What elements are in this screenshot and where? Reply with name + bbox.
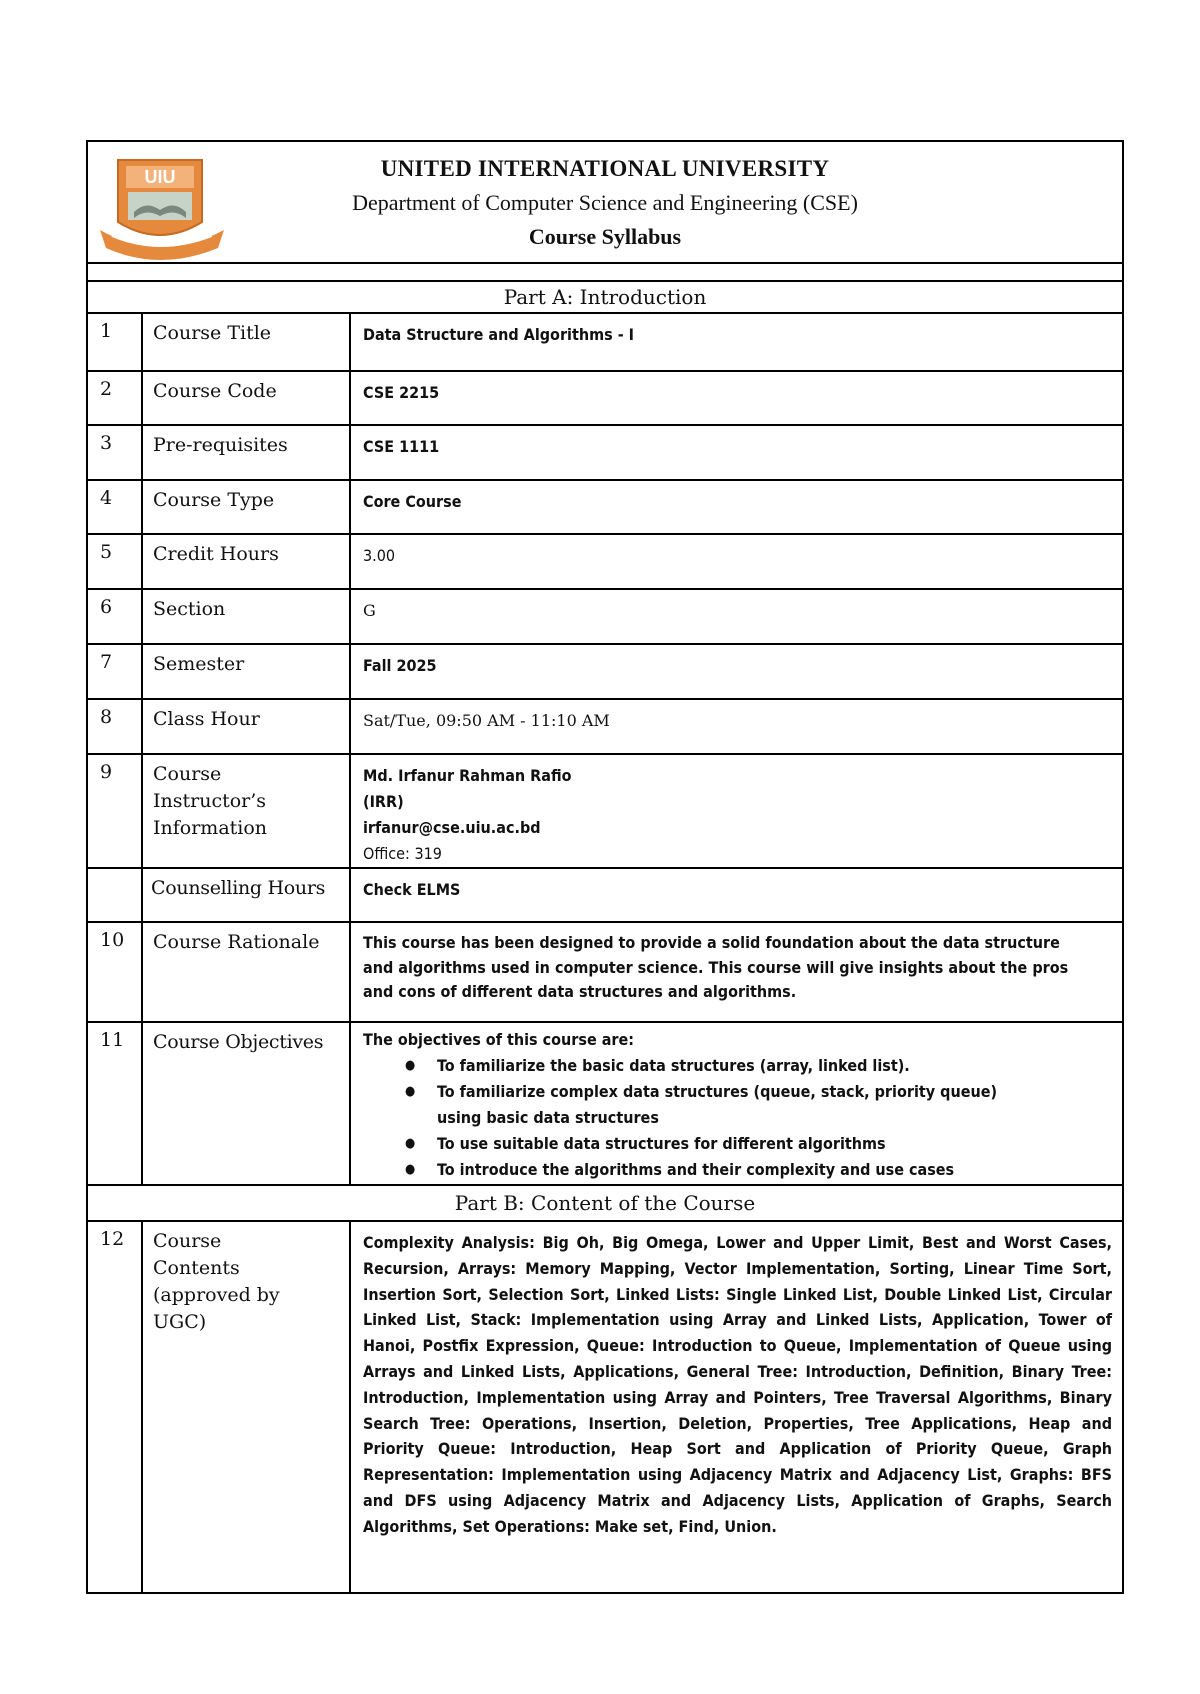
rationale-label: Course Rationale bbox=[142, 922, 350, 1022]
objectives-list bbox=[363, 1053, 1122, 1183]
instructor-label: Course Instructor’s Information bbox=[142, 754, 350, 868]
contents-value: Complexity Analysis: Big Oh, Big Omega, Lower and Upper Limit, Best and Worst Cases, Recursion, Arrays: Memory Mapping, Vector Implementation, Sorting, Linear Time Sort, Insertion Sort, Selection Sort, Linked Lists: Single Linked List, Double Linked List, Circular Linked List, Stack: Implementation using Array and Linked Lists, Application, Tower of Hanoi, Postfix Expression, Queue: Introduction to Queue, Implementation of Queue using Arrays and Linked Lists, Applications, General Tree: Introduction, Definition, Binary Tree: Introduction, Implementation using Array and Pointers, Tree Traversal Algorithms, Binary Search Tree: Operations, Insertion, Deletion, Properties, Tree Applications, Heap and Priority Queue: Introduction, Heap Sort and Application of Priority Queue, Graph Representation: Implementation using Adjacency Matrix and Adjacency List, Graphs: BFS and DFS using Adjacency Matrix and Adjacency Lists, Application of Graphs, Search Algorithms, Set Operations: Make set, Find, Union. bbox=[350, 1221, 1123, 1593]
row-number: 9 bbox=[87, 754, 142, 868]
table-row bbox=[87, 425, 1123, 480]
row-number: 12 bbox=[87, 1221, 142, 1593]
class-hour-value: Sat/Tue, 09:50 AM - 11:10 AM bbox=[350, 699, 1123, 754]
row-label: Semester bbox=[142, 644, 350, 699]
row-number: 8 bbox=[87, 699, 142, 754]
table-row bbox=[87, 371, 1123, 425]
instructor-row bbox=[87, 754, 1123, 868]
row-label: Course Type bbox=[142, 480, 350, 534]
instructor-email: irfanur@cse.uiu.ac.bd bbox=[363, 818, 541, 837]
contents-row bbox=[87, 1221, 1123, 1593]
logo-text: UIU bbox=[144, 167, 176, 187]
row-number: 5 bbox=[87, 534, 142, 589]
instructor-office: Office: 319 bbox=[363, 844, 442, 863]
objectives-intro: The objectives of this course are: bbox=[363, 1030, 635, 1049]
row-number: 4 bbox=[87, 480, 142, 534]
table-row bbox=[87, 534, 1123, 589]
university-name: UNITED INTERNATIONAL UNIVERSITY bbox=[380, 156, 830, 181]
credit-hours-value: 3.00 bbox=[350, 534, 1123, 589]
row-label: Section bbox=[142, 589, 350, 644]
table-row bbox=[87, 589, 1123, 644]
row-number: 1 bbox=[87, 313, 142, 371]
table-row bbox=[87, 699, 1123, 754]
table-row bbox=[87, 313, 1123, 371]
university-logo bbox=[98, 152, 226, 260]
row-label: Class Hour bbox=[142, 699, 350, 754]
instructor-info bbox=[350, 754, 1123, 868]
part-a-heading: Part A: Introduction bbox=[87, 281, 1123, 313]
row-label: Course Code bbox=[142, 371, 350, 425]
row-number: 10 bbox=[87, 922, 142, 1022]
syllabus-header bbox=[87, 141, 1123, 263]
section-value: G bbox=[350, 589, 1123, 644]
row-label: Pre-requisites bbox=[142, 425, 350, 480]
department-name: Department of Computer Science and Engineering (CSE) bbox=[352, 190, 858, 215]
contents-label: Course Contents (approved by UGC) bbox=[142, 1221, 350, 1593]
course-code-value: CSE 2215 bbox=[350, 371, 1123, 425]
counselling-row bbox=[87, 868, 1123, 922]
spacer-row bbox=[87, 263, 1123, 281]
list-item: ● To familiarize the basic data structures (array, linked list). bbox=[405, 1053, 1122, 1079]
instructor-initials: (IRR) bbox=[363, 792, 404, 811]
objectives-value bbox=[350, 1022, 1123, 1185]
list-item: ● To familiarize complex data structures (queue, stack, priority queue) using basic data structures bbox=[405, 1079, 1122, 1131]
row-number: 11 bbox=[87, 1022, 142, 1185]
counselling-label: Counselling Hours bbox=[142, 868, 350, 922]
row-number: 6 bbox=[87, 589, 142, 644]
row-label: Credit Hours bbox=[142, 534, 350, 589]
syllabus-table bbox=[86, 140, 1124, 1594]
table-row bbox=[87, 480, 1123, 534]
semester-value: Fall 2025 bbox=[350, 644, 1123, 699]
prerequisites-value: CSE 1111 bbox=[350, 425, 1123, 480]
document-title: Course Syllabus bbox=[528, 224, 682, 249]
list-item: ● To use suitable data structures for different algorithms bbox=[405, 1131, 1122, 1157]
counselling-value: Check ELMS bbox=[350, 868, 1123, 922]
row-number: 7 bbox=[87, 644, 142, 699]
course-type-value: Core Course bbox=[350, 480, 1123, 534]
table-row bbox=[87, 644, 1123, 699]
objectives-row bbox=[87, 1022, 1123, 1185]
objectives-label: Course Objectives bbox=[142, 1022, 350, 1185]
part-b-heading: Part B: Content of the Course bbox=[87, 1185, 1123, 1221]
row-label: Course Title bbox=[142, 313, 350, 371]
row-number: 2 bbox=[87, 371, 142, 425]
rationale-row bbox=[87, 922, 1123, 1022]
course-title-value: Data Structure and Algorithms - I bbox=[350, 313, 1123, 371]
syllabus-document bbox=[86, 140, 1122, 1594]
rationale-value: This course has been designed to provide a solid foundation about the data structure and algorithms used in computer science. This course will give insights about the pros and cons of different data structures and algorithms. bbox=[350, 922, 1123, 1022]
row-number: 3 bbox=[87, 425, 142, 480]
list-item: ● To introduce the algorithms and their complexity and use cases bbox=[405, 1157, 1122, 1183]
instructor-name: Md. Irfanur Rahman Rafio bbox=[363, 766, 572, 785]
